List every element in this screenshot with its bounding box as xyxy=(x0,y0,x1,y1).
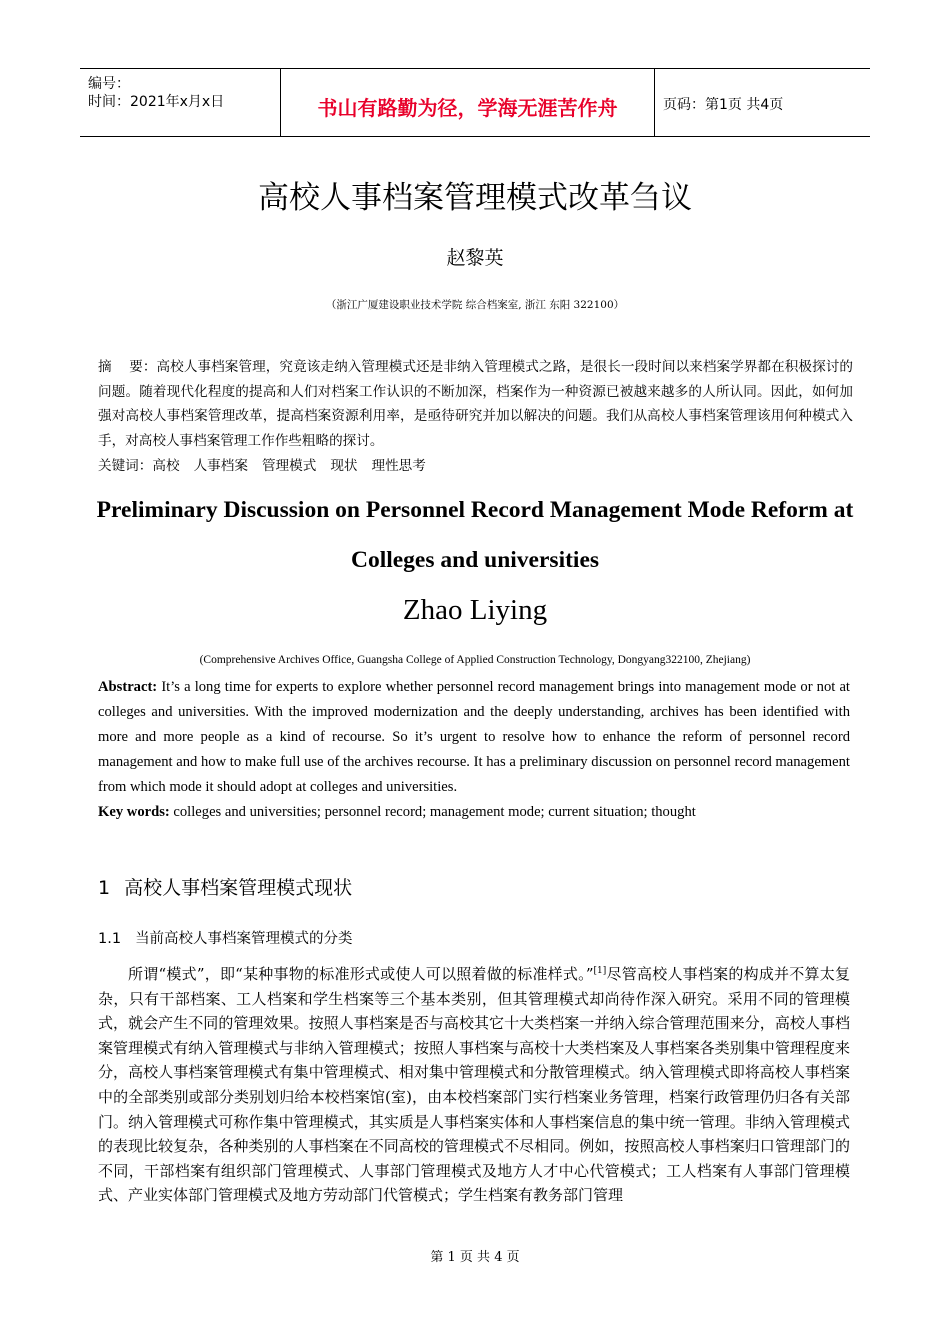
affiliation-cn: （浙江广厦建设职业技术学院 综合档案室, 浙江 东阳 322100） xyxy=(325,299,625,311)
subsection-number: 1.1 xyxy=(98,931,122,947)
header-motto-cell xyxy=(281,69,655,136)
subsection-title: 当前高校人事档案管理模式的分类 xyxy=(135,931,353,947)
abstract-en xyxy=(98,675,850,800)
keyword-cn: 高校 xyxy=(152,458,180,474)
abstract-cn-label: 摘 要： xyxy=(98,359,157,375)
paragraph-text-rest: 尽管高校人事档案的构成并不算太复杂，只有干部档案、工人档案和学生档案等三个基本类别，但其管理模式却尚待作深入研究。采用不同的管理模式，就会产生不同的管理效果。按照人事档案是否与高校其它十大类档案一并纳入综合管理范围来分，高校人事档案管理模式有纳入管理模式与非纳入管理模式；按照人事档案与高校十大类档案及人事档案各类别集中管理程度来分，高校人事档案管理模式有集中管理模式、相对集中管理模式和分散管理模式。纳入管理模式即将高校人事档案中的全部类别或部分类别划归给本校档案馆(室)，由本校档案部门实行档案业务管理，档案行政管理仍归各有关部门。纳入管理模式可称作集中管理模式，其实质是人事档案实体和人事档案信息的集中统一管理。非纳入管理模式的表现比较复杂，各种类别的人事档案在不同高校的管理模式不尽相同。例如，按照高校人事档案归口管理部门的不同，干部档案有组织部门管理模式、人事部门管理模式及地方人才中心代管模式；工人档案有人事部门管理模式、产业实体部门管理模式及地方劳动部门代管模式；学生档案有教务部门管理 xyxy=(98,965,850,1205)
keywords-en-text: colleges and universities; personnel record; management mode; current situation; thought xyxy=(173,804,696,820)
paper-title-en: Preliminary Discussion on Personnel Record Management Mode Reform at Colleges and universities xyxy=(96,497,854,573)
abstract-cn xyxy=(98,355,853,453)
keyword-cn: 现状 xyxy=(330,458,358,474)
keywords-cn xyxy=(98,454,853,479)
page-footer: 第 1 页 共 4 页 xyxy=(430,1250,520,1265)
header-page-info: 页码：第1页 共4页 xyxy=(663,97,784,113)
keywords-en-label: Key words: xyxy=(98,804,170,820)
section-heading xyxy=(98,873,352,900)
subsection-heading xyxy=(98,927,353,948)
author-en: Zhao Liying xyxy=(402,594,548,626)
citation-reference[interactable]: [1] xyxy=(593,966,607,976)
paper-title-cn: 高校人事档案管理模式改革刍议 xyxy=(258,180,692,216)
keyword-cn: 理性思考 xyxy=(371,458,426,474)
document-date: 时间：2021年x月x日 xyxy=(88,94,225,110)
keywords-cn-label: 关键词： xyxy=(98,458,153,474)
abstract-cn-text: 高校人事档案管理，究竟该走纳入管理模式还是非纳入管理模式之路，是很长一段时间以来档案学界都在积极探讨的问题。随着现代化程度的提高和人们对档案工作认识的不断加深，档案作为一种资源已被越来越多的人所认同。因此，如何加强对高校人事档案管理改革，提高档案资源利用率，是亟待研究并加以解决的问题。我们从高校人事档案管理该用何种模式入手，对高校人事档案管理工作作些粗略的探讨。 xyxy=(98,359,853,449)
paragraph-text-start: 所谓“模式”，即“某种事物的标准形式或使人可以照着做的标准样式。” xyxy=(128,965,594,983)
header-meta-cell xyxy=(80,69,281,136)
header-page-cell xyxy=(655,69,870,136)
affiliation-en: (Comprehensive Archives Office, Guangsha College of Applied Construction Technology, Dongyang322100, Zhejiang) xyxy=(199,654,751,666)
section-title: 高校人事档案管理模式现状 xyxy=(124,877,353,899)
keywords-en xyxy=(98,800,850,825)
header-motto: 书山有路勤为径，学海无涯苦作舟 xyxy=(317,96,618,120)
abstract-en-label: Abstract: xyxy=(98,679,158,695)
keyword-cn: 管理模式 xyxy=(261,458,317,474)
section-number: 1 xyxy=(98,877,111,899)
abstract-en-text: It’s a long time for experts to explore whether personnel record management brings into management mode or not at colleges and universities. With the improved modernization and the deeply understanding, archives has been identified with more and more people as a kind of recourse. So it’s urgent to resolve how to enhance the reform of personnel record management and how to make full use of the archives recourse. It has a preliminary discussion on personnel record management from which mode it should adopt at colleges and universities. xyxy=(98,679,850,795)
document-number-label: 编号： xyxy=(88,76,130,92)
header-table xyxy=(80,68,870,137)
keyword-cn: 人事档案 xyxy=(193,458,248,474)
body-paragraph xyxy=(98,962,850,1208)
author-cn: 赵黎英 xyxy=(446,247,504,269)
